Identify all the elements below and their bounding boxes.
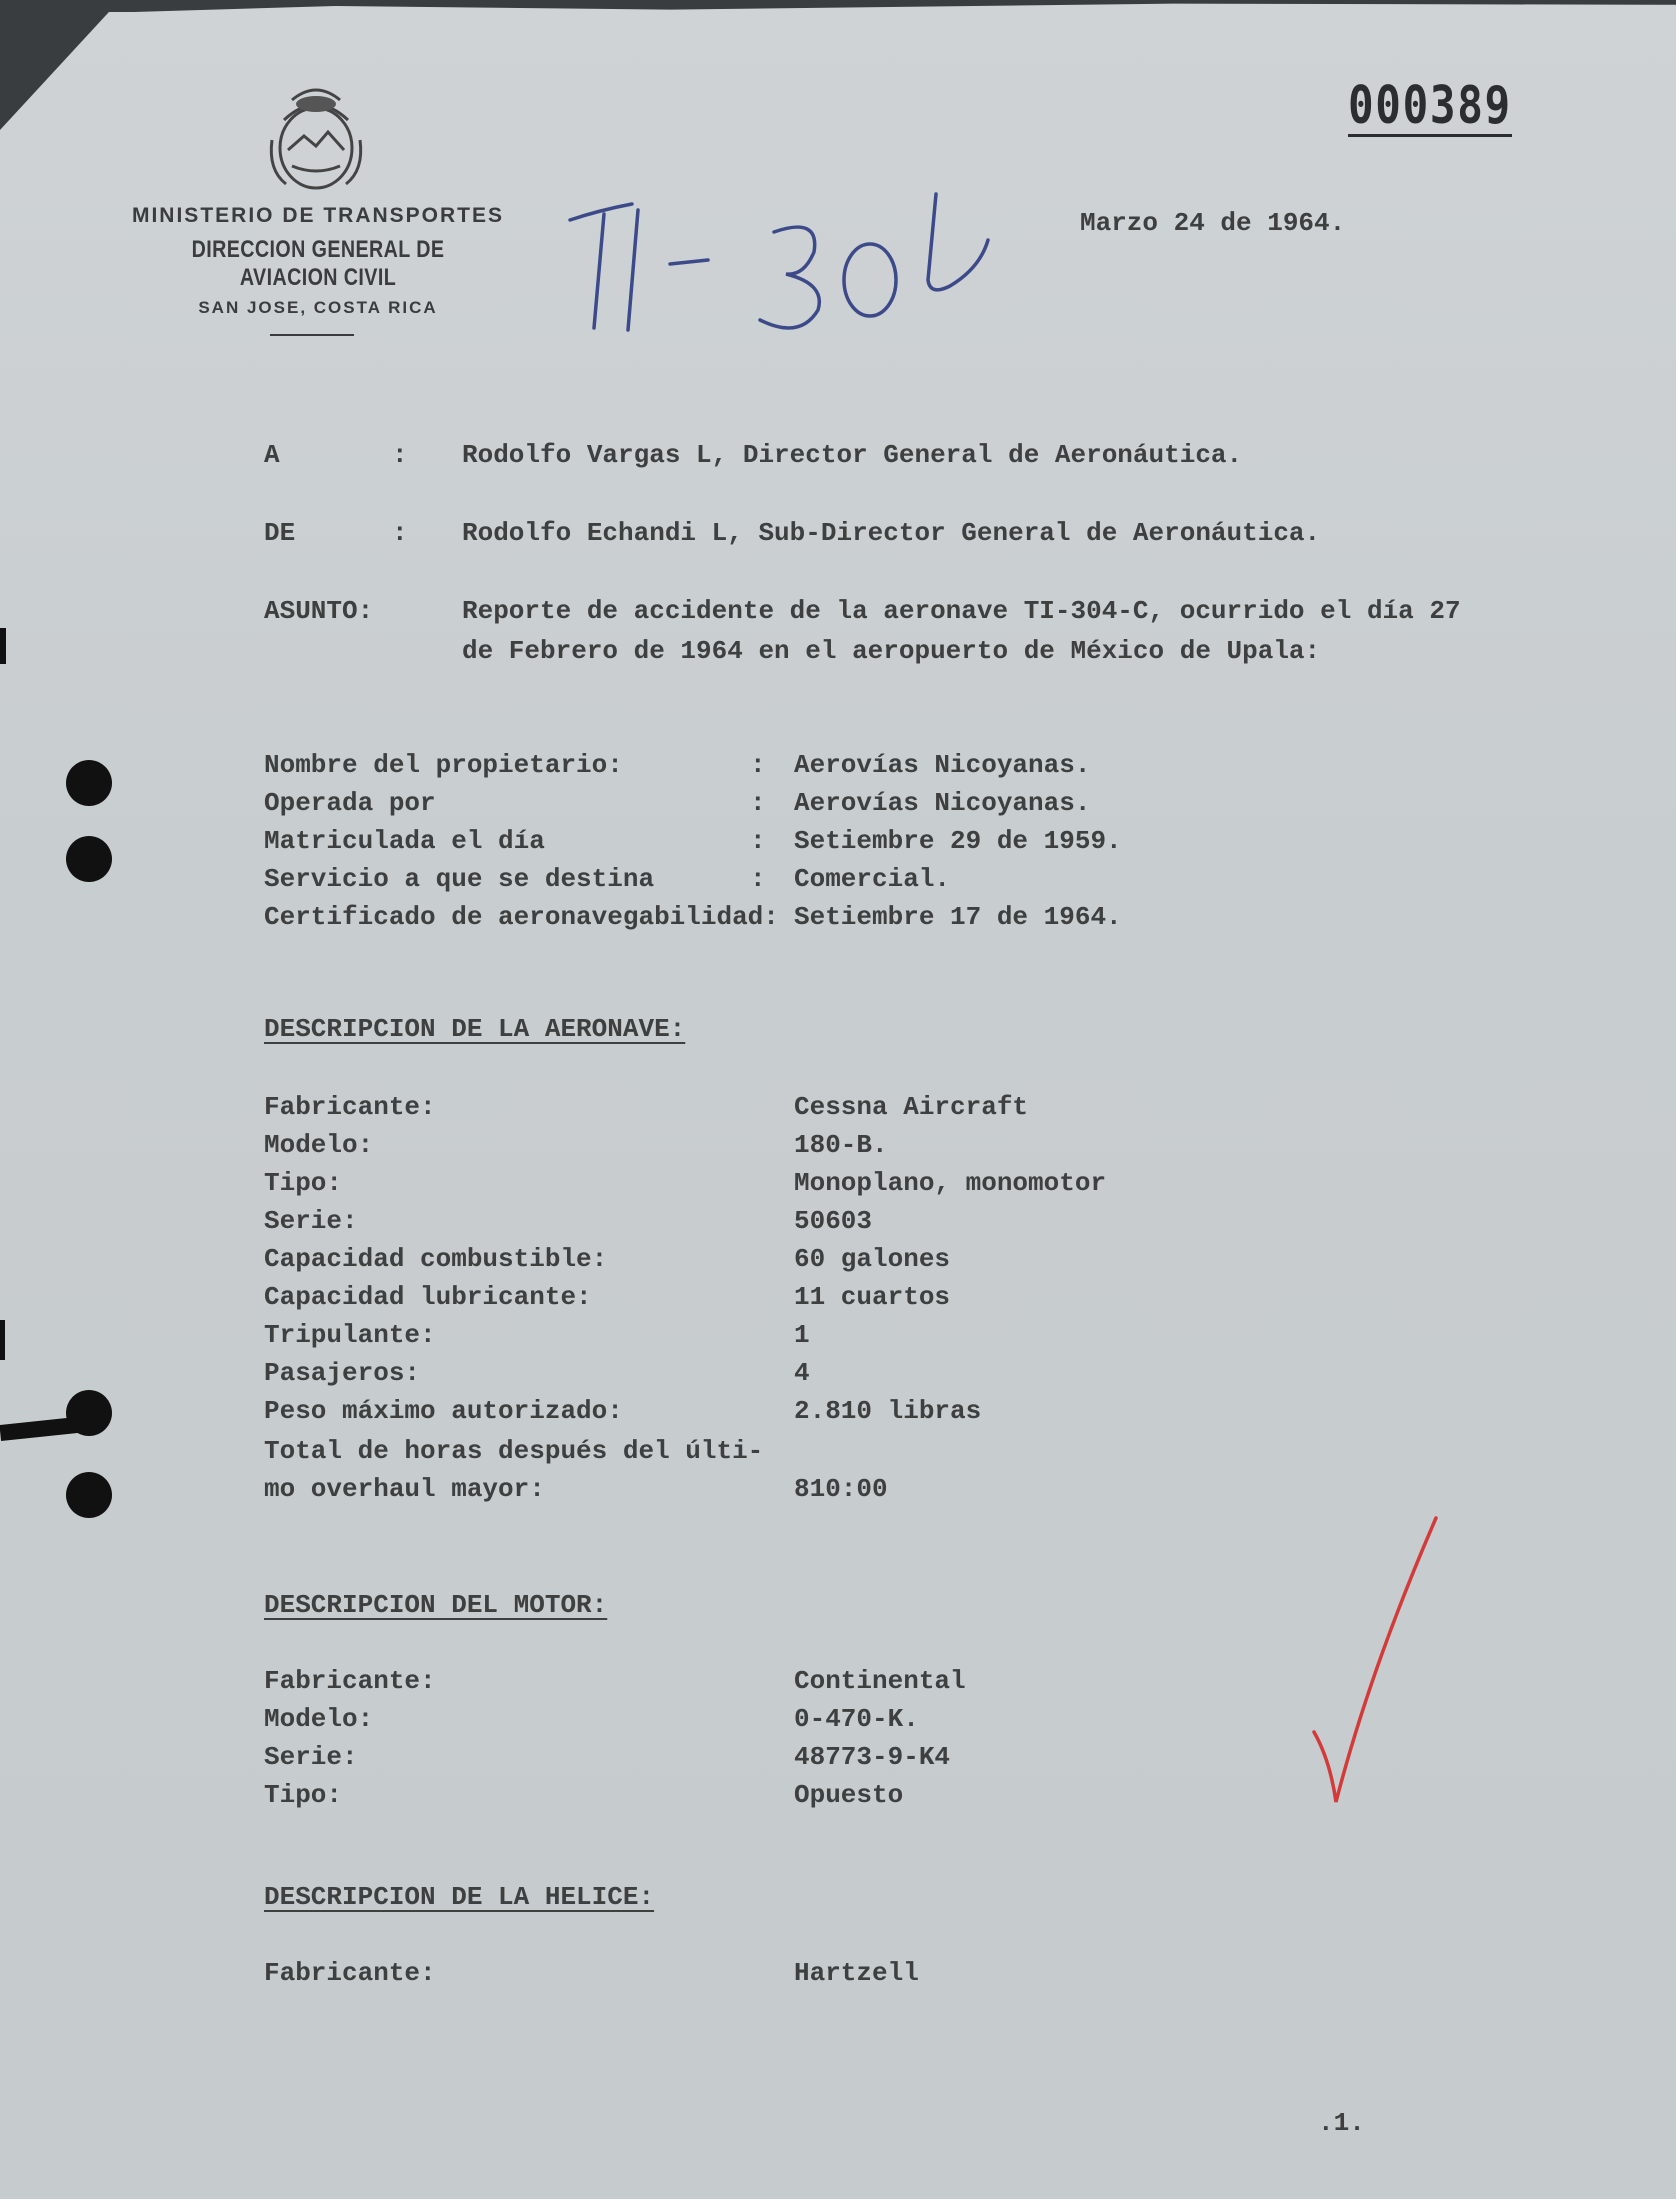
certificate-value: Setiembre 17 de 1964. [794, 902, 1122, 932]
aircraft-row-label: Peso máximo autorizado: [264, 1396, 623, 1426]
engine-row-label: Fabricante: [264, 1666, 436, 1696]
aircraft-row-label: Fabricante: [264, 1092, 436, 1122]
hours-label-line1: Total de horas después del últi- [264, 1436, 764, 1466]
aircraft-row-value: 11 cuartos [794, 1282, 951, 1312]
aircraft-section-heading: DESCRIPCION DE LA AERONAVE: [264, 1014, 686, 1044]
aircraft-row-value: 180-B. [794, 1130, 888, 1160]
memo-to-value: Rodolfo Vargas L, Director General de Aeronáutica. [462, 440, 1243, 470]
engine-row-label: Modelo: [264, 1704, 374, 1734]
registered-value: Setiembre 29 de 1959. [794, 826, 1122, 856]
edge-mark [0, 1415, 97, 1441]
aircraft-row-value: 1 [794, 1320, 810, 1350]
document-number: 000389 [1348, 76, 1512, 136]
service-label: Servicio a que se destina [264, 864, 655, 894]
page-number: .1. [1318, 2108, 1365, 2138]
binder-hole [66, 1472, 112, 1518]
aircraft-row-label: Pasajeros: [264, 1358, 421, 1388]
aircraft-row-label: Capacidad combustible: [264, 1244, 608, 1274]
hours-value: 810:00 [794, 1474, 888, 1504]
aircraft-row-value: 4 [794, 1358, 810, 1388]
engine-row-value: 48773-9-K4 [794, 1742, 951, 1772]
owner-value: Aerovías Nicoyanas. [794, 750, 1091, 780]
aircraft-row-value: Monoplano, monomotor [794, 1168, 1107, 1198]
aircraft-row-label: Capacidad lubricante: [264, 1282, 592, 1312]
operator-label: Operada por [264, 788, 436, 818]
letterhead-ministry: MINISTERIO DE TRANSPORTES [131, 204, 505, 227]
aircraft-row-label: Tripulante: [264, 1320, 436, 1350]
binder-hole [66, 760, 112, 806]
registered-sep: : [750, 826, 766, 856]
aircraft-row-value: 2.810 libras [794, 1396, 982, 1426]
memo-to-sep: : [392, 440, 408, 470]
engine-row-label: Serie: [264, 1742, 358, 1772]
letterhead [108, 204, 528, 318]
aircraft-row-label: Tipo: [264, 1168, 343, 1198]
service-sep: : [750, 864, 766, 894]
propeller-row-label: Fabricante: [264, 1958, 436, 1988]
edge-mark [0, 1320, 5, 1360]
handwritten-annotation [560, 180, 1010, 340]
hours-label-line2: mo overhaul mayor: [264, 1474, 545, 1504]
memo-date: Marzo 24 de 1964. [1080, 208, 1346, 238]
memo-subject-line2: de Febrero de 1964 en el aeropuerto de México de Upala: [462, 636, 1321, 666]
torn-top-edge [0, 0, 1676, 12]
letterhead-location: SAN JOSE, COSTA RICA [198, 298, 438, 317]
owner-label: Nombre del propietario: [264, 750, 623, 780]
operator-value: Aerovías Nicoyanas. [794, 788, 1091, 818]
service-value: Comercial. [794, 864, 951, 894]
certificate-label: Certificado de aeronavegabilidad: [264, 902, 779, 932]
edge-mark [0, 628, 6, 664]
memo-subject-line1: Reporte de accidente de la aeronave TI-304-C, ocurrido el día 27 [462, 596, 1461, 626]
owner-sep: : [750, 750, 766, 780]
engine-row-label: Tipo: [264, 1780, 343, 1810]
engine-row-value: Continental [794, 1666, 966, 1696]
aircraft-row-value: 50603 [794, 1206, 873, 1236]
coat-of-arms-emblem [262, 80, 370, 198]
aircraft-row-label: Serie: [264, 1206, 358, 1236]
propeller-section-heading: DESCRIPCION DE LA HELICE: [264, 1882, 655, 1912]
aircraft-row-value: 60 galones [794, 1244, 951, 1274]
torn-corner [0, 0, 120, 130]
binder-hole [66, 836, 112, 882]
memo-from-label: DE [264, 518, 296, 548]
aircraft-row-value: Cessna Aircraft [794, 1092, 1029, 1122]
memo-subject-label: ASUNTO: [264, 596, 374, 626]
letterhead-direction: DIRECCION GENERAL DE AVIACION CIVIL [191, 236, 445, 291]
registered-label: Matriculada el día [264, 826, 545, 856]
engine-section-heading: DESCRIPCION DEL MOTOR: [264, 1590, 608, 1620]
operator-sep: : [750, 788, 766, 818]
letterhead-rule [270, 334, 354, 336]
memo-from-value: Rodolfo Echandi L, Sub-Director General de Aeronáutica. [462, 518, 1321, 548]
memo-from-sep: : [392, 518, 408, 548]
propeller-row-value: Hartzell [794, 1958, 919, 1988]
engine-row-value: Opuesto [794, 1780, 904, 1810]
engine-row-value: 0-470-K. [794, 1704, 919, 1734]
memo-to-label: A [264, 440, 280, 470]
aircraft-row-label: Modelo: [264, 1130, 374, 1160]
red-check-mark [1300, 1510, 1440, 1810]
